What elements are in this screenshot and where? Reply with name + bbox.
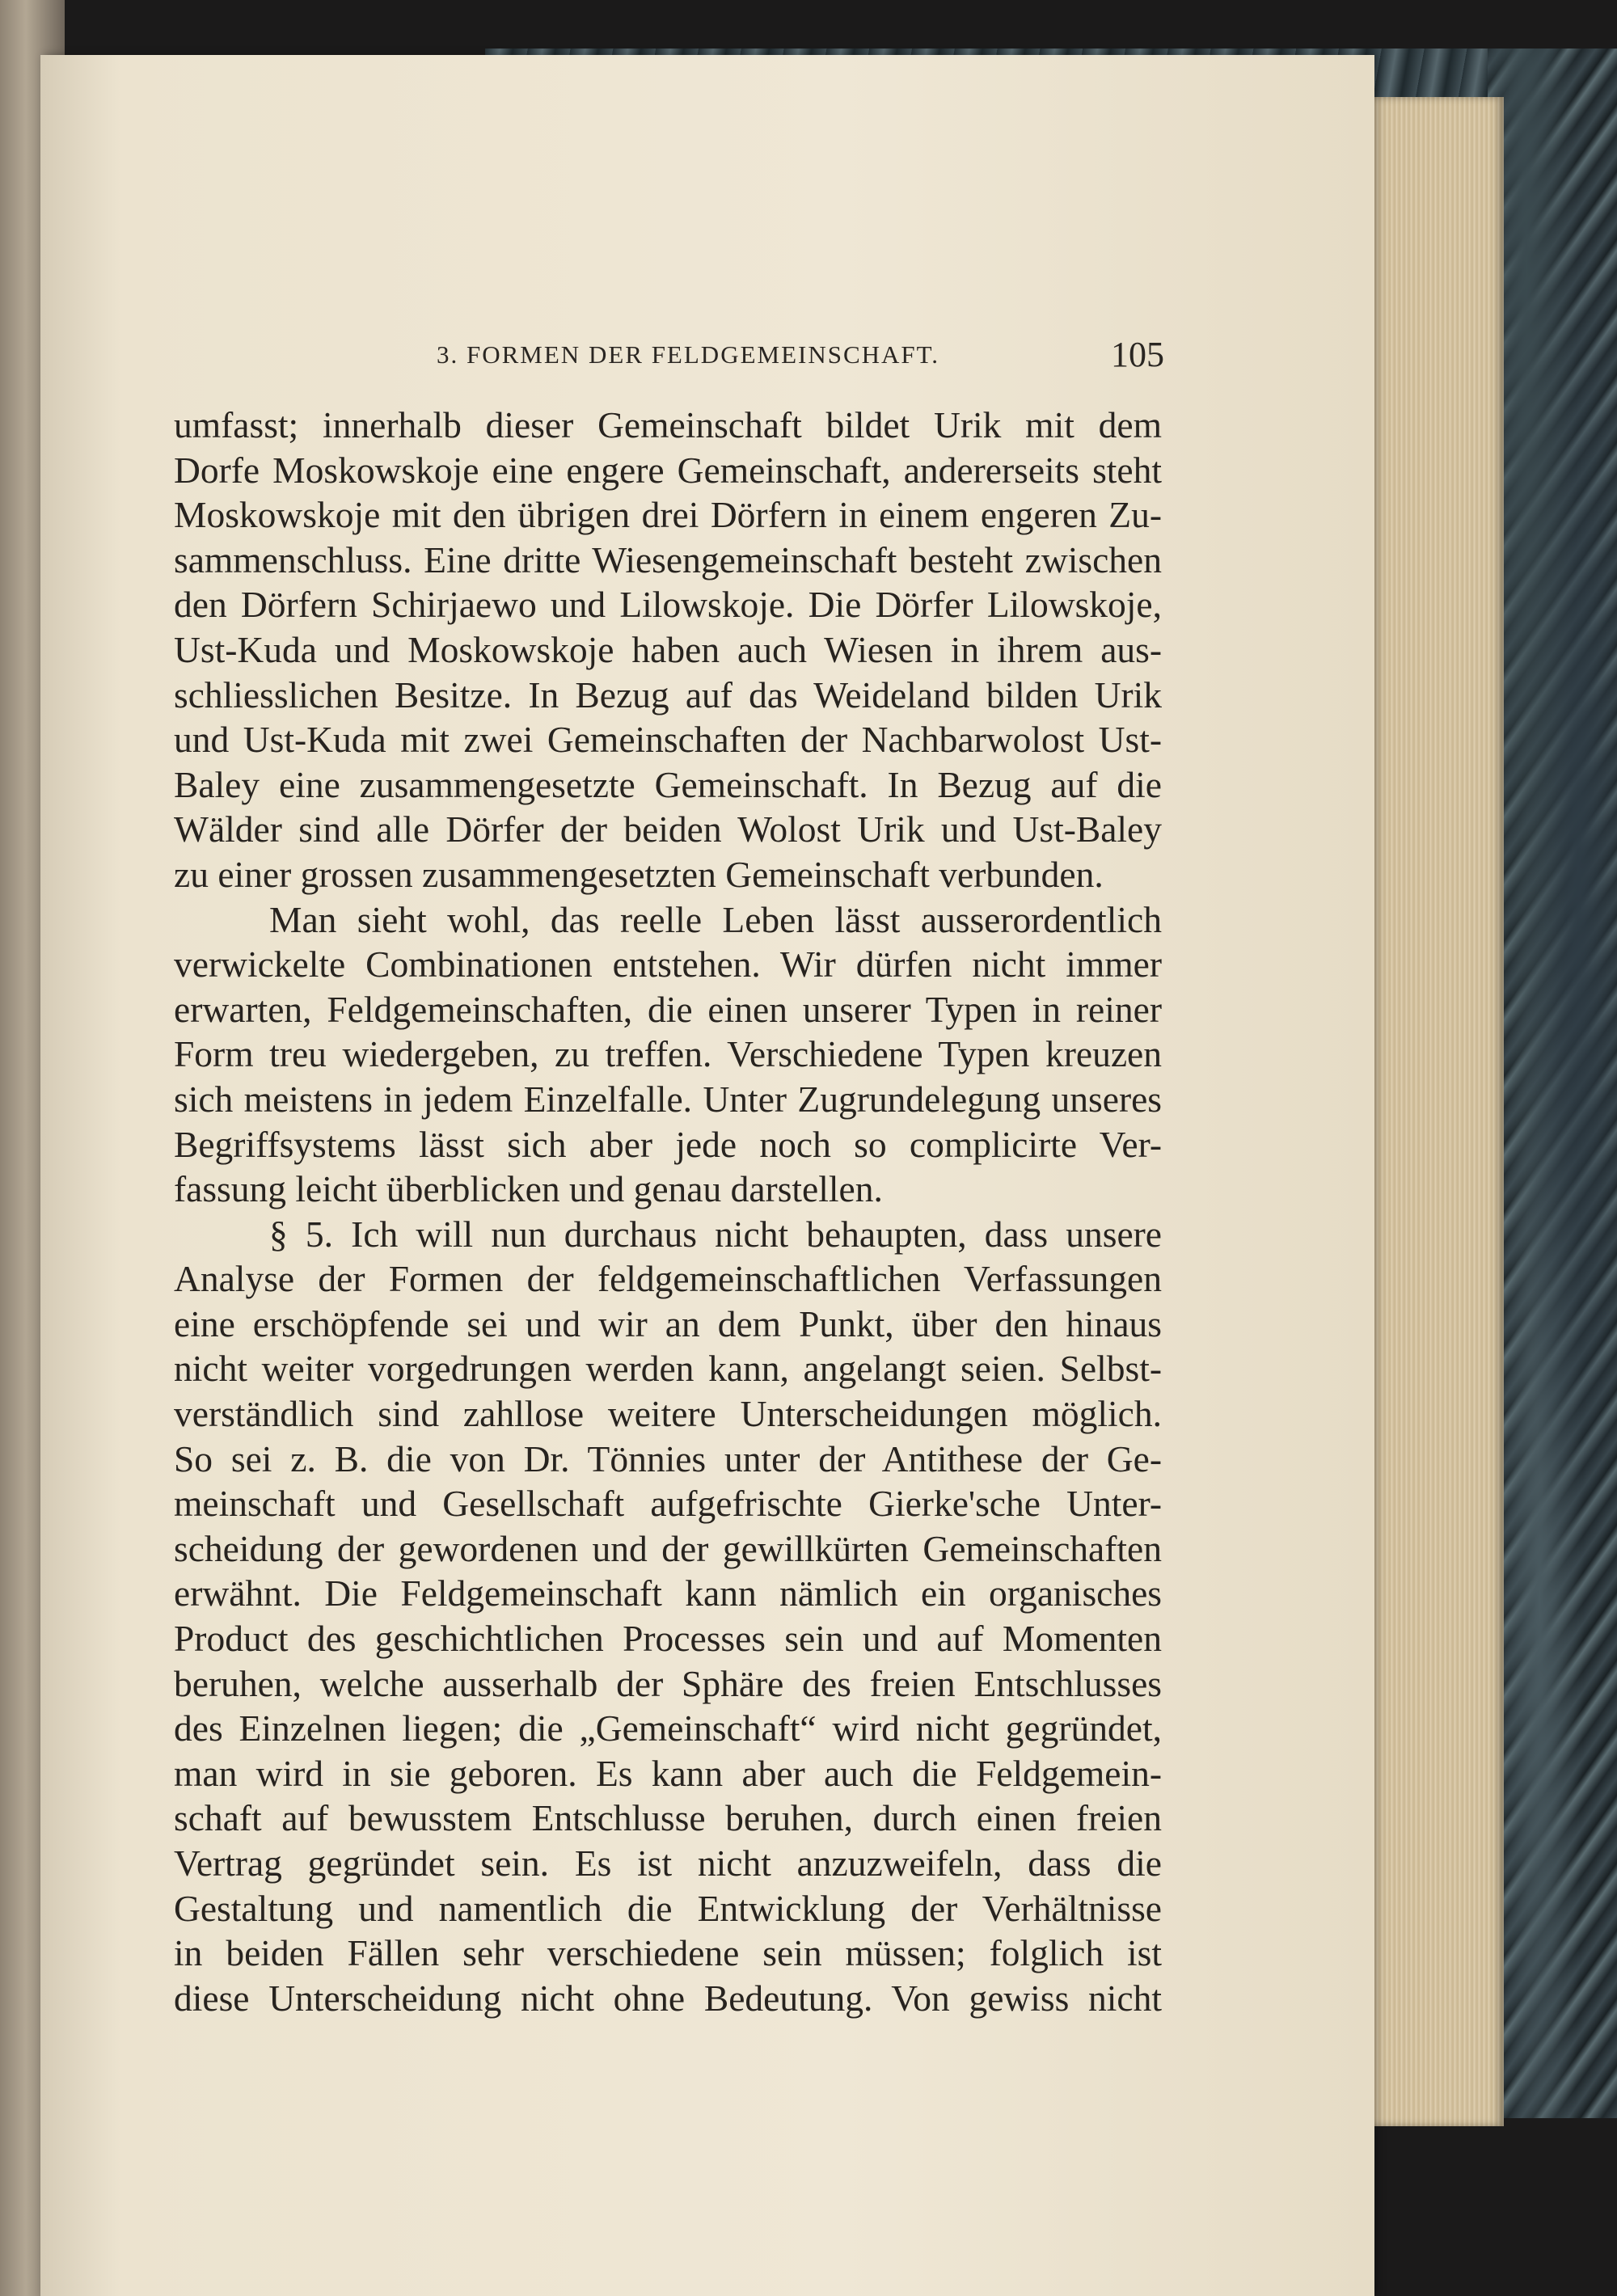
marbled-cover-board: [1488, 49, 1617, 2118]
text-line: Dorfe Moskowskoje eine engere Gemeinschaft, andererseits steht: [174, 449, 1162, 491]
text-line: Product des geschichtlichen Processes sein und auf Momenten: [174, 1618, 1162, 1660]
text-line: schaft auf bewusstem Entschlusse beruhen, durch einen freien: [174, 1797, 1162, 1839]
text-line: und Ust-Kuda mit zwei Gemeinschaften der Nachbarwolost Ust-: [174, 719, 1162, 761]
text-line: sich meistens in jedem Einzelfalle. Unter Zugrundelegung unseres: [174, 1078, 1162, 1120]
text-line: verständlich sind zahllose weitere Unterscheidungen möglich.: [174, 1393, 1162, 1435]
running-head: [437, 334, 1164, 382]
text-line: den Dörfern Schirjaewo und Lilowskoje. Die Dörfer Lilowskoje,: [174, 584, 1162, 626]
text-line: schliesslichen Besitze. In Bezug auf das Weideland bilden Urik: [174, 673, 1162, 715]
text-line: sammenschluss. Eine dritte Wiesengemeinschaft besteht zwischen: [174, 538, 1162, 580]
text-line: verwickelte Combinationen entstehen. Wir dürfen nicht immer: [174, 943, 1162, 986]
text-line: Gestaltung und namentlich die Entwicklung der Verhältnisse: [174, 1887, 1162, 1929]
body-text: [174, 403, 1162, 2020]
text-line: Baley eine zusammengesetzte Gemeinschaft. In Bezug auf die: [174, 763, 1162, 805]
text-line: Wälder sind alle Dörfer der beiden Wolost Urik und Ust-Baley: [174, 808, 1162, 850]
text-line: § 5. Ich will nun durchaus nicht behaupten, dass unsere: [269, 1213, 1162, 1255]
page-edges: [1358, 97, 1504, 2126]
text-line: Analyse der Formen der feldgemeinschaftlichen Verfassungen: [174, 1258, 1162, 1300]
text-line: Vertrag gegründet sein. Es ist nicht anzuzweifeln, dass die: [174, 1842, 1162, 1884]
text-line: zu einer grossen zusammengesetzten Gemeinschaft verbunden.: [174, 853, 1104, 895]
page-number: 105: [1111, 335, 1164, 374]
text-line: Form treu wiedergeben, zu treffen. Verschiedene Typen kreuzen: [174, 1033, 1162, 1075]
text-line: meinschaft und Gesellschaft aufgefrischte Gierke'sche Unter-: [174, 1483, 1162, 1525]
text-line: diese Unterscheidung nicht ohne Bedeutung. Von gewiss nicht: [174, 1977, 1162, 2019]
text-line: So sei z. B. die von Dr. Tönnies unter der Antithese der Ge-: [174, 1437, 1162, 1479]
text-line: nicht weiter vorgedrungen werden kann, angelangt seien. Selbst-: [174, 1348, 1162, 1390]
text-line: man wird in sie geboren. Es kann aber auch die Feldgemein-: [174, 1752, 1162, 1794]
text-line: Begriffsystems lässt sich aber jede noch so complicirte Ver-: [174, 1123, 1162, 1165]
text-line: des Einzelnen liegen; die „Gemeinschaft“ wird nicht gegründet,: [174, 1707, 1162, 1749]
text-line: in beiden Fällen sehr verschiedene sein müssen; folglich ist: [174, 1932, 1162, 1974]
book-page: [40, 55, 1374, 2296]
text-line: beruhen, welche ausserhalb der Sphäre des freien Entschlusses: [174, 1662, 1162, 1704]
running-head-title: 3. FORMEN DER FELDGEMEINSCHAFT.: [437, 340, 940, 369]
text-line: scheidung der gewordenen und der gewillkürten Gemeinschaften: [174, 1527, 1162, 1569]
text-line: erwarten, Feldgemeinschaften, die einen unserer Typen in reiner: [174, 988, 1162, 1030]
text-line: Moskowskoje mit den übrigen drei Dörfern in einem engeren Zu-: [174, 494, 1162, 536]
text-line: umfasst; innerhalb dieser Gemeinschaft bildet Urik mit dem: [174, 404, 1162, 445]
text-line: eine erschöpfende sei und wir an dem Punkt, über den hinaus: [174, 1302, 1162, 1344]
text-line: erwähnt. Die Feldgemeinschaft kann nämlich ein organisches: [174, 1572, 1162, 1614]
text-line: fassung leicht überblicken und genau darstellen.: [174, 1168, 883, 1210]
text-line: Ust-Kuda und Moskowskoje haben auch Wiesen in ihrem aus-: [174, 628, 1162, 670]
text-line: Man sieht wohl, das reelle Leben lässt ausserordentlich: [269, 898, 1162, 940]
